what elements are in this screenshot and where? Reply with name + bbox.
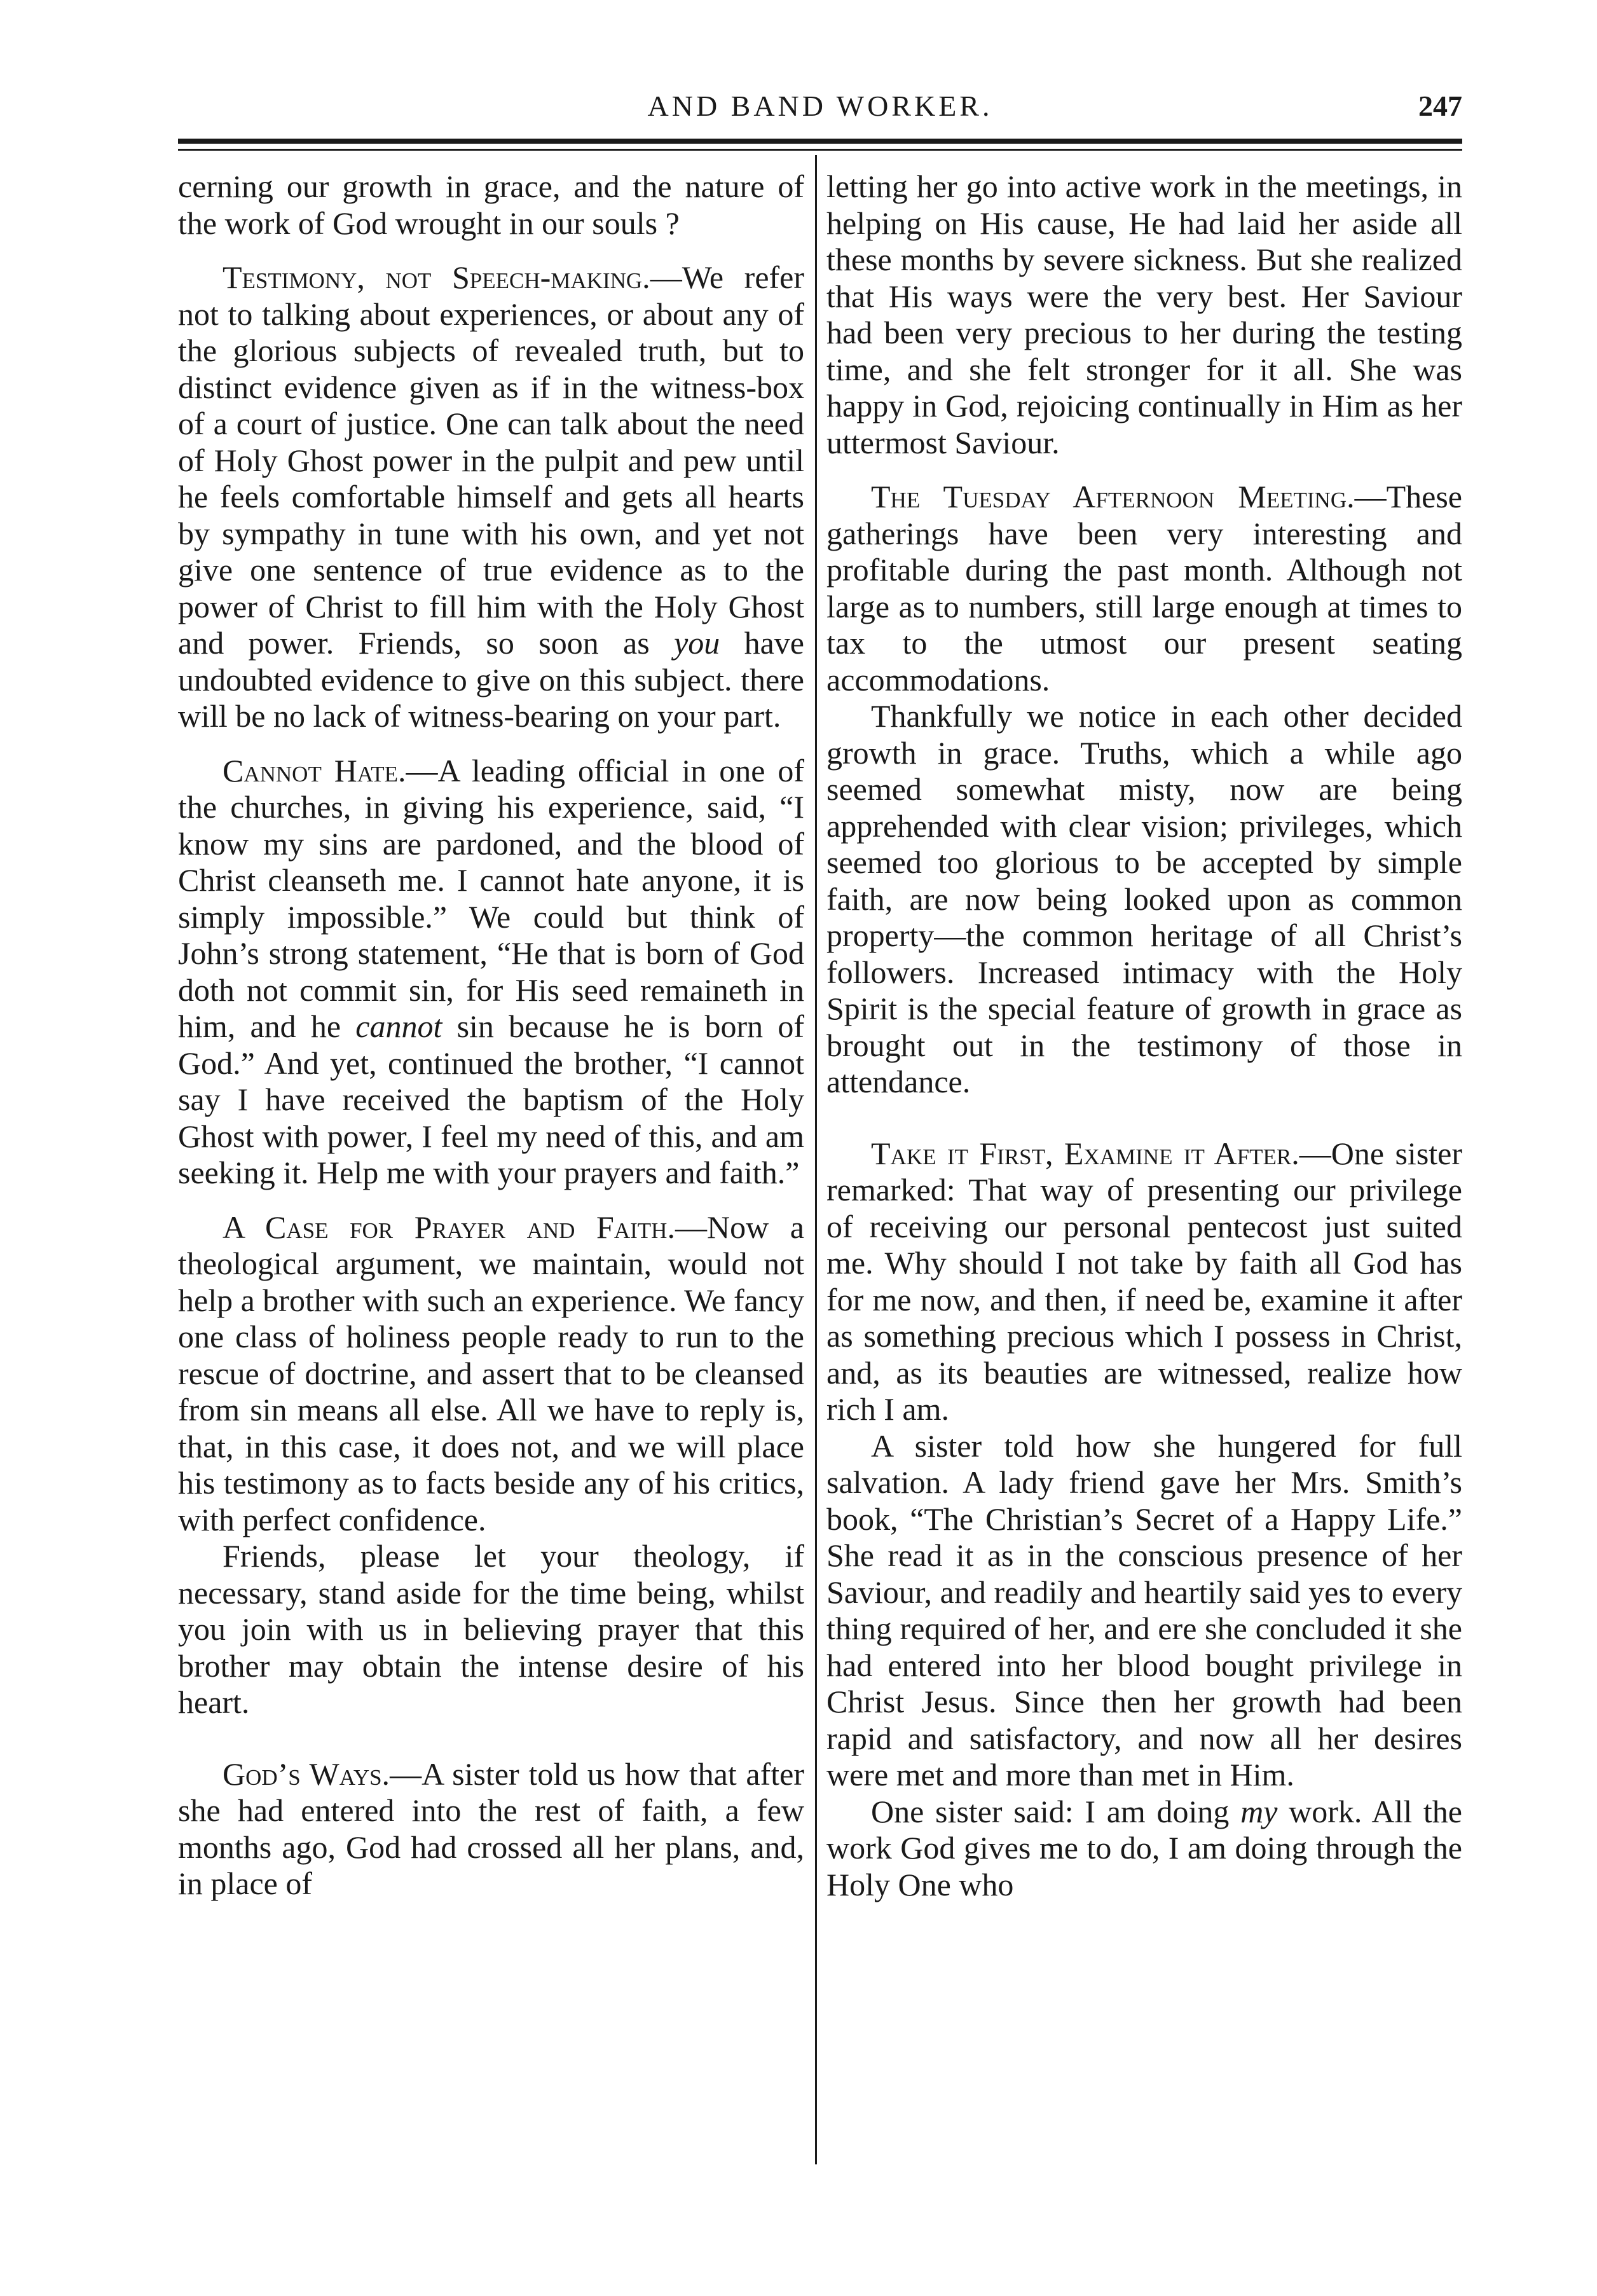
page-number: 247: [1418, 90, 1462, 122]
page-header: [178, 89, 1462, 134]
paragraph: Testimony, not Speech-making.—We refer not to talking about experiences, or about any of the glorious subjects of revealed truth, but to distinct evidence given as if in the witness-box of a court of justice. One can talk about the need of Holy Ghost power in the pulpit and pew until he feels comfortable himself and gets all hearts by sympathy in tune with his own, and yet not give one sentence of true evidence as to the power of Christ to fill him with the Holy Ghost and power. Friends, so soon as you have undoubted evidence to give on this subject. there will be no lack of witness-bearing on your part.: [178, 259, 805, 734]
left-column: [178, 168, 804, 1902]
paragraph: Thankfully we notice in each other decided growth in grace. Truths, which a while ago seemed somewhat misty, now are being apprehended with clear vision; privileges, which seemed too glorious to be accepted by simple faith, are now being looked upon as common property—the common heritage of all Christ’s followers. Increased intimacy with the Holy Spirit is the special feature of growth in grace as brought out in the testimony of those in attendance.: [826, 698, 1462, 1099]
paragraph: Take it First, Examine it After.—One sister remarked: That way of presenting our privilege of receiving our personal pentecost just suited me. Why should I not take by faith all God has for me now, and then, if need be, examine it after as something precious which I possess in Christ, and, as its beauties are witnessed, realize how rich I am.: [826, 1135, 1463, 1427]
paragraph: The Tuesday Afternoon Meeting.—These gatherings have been very interesting and profitable during the past month. Although not large as to numbers, still large enough at times to tax to the utmost our present seating accommodations.: [826, 479, 1462, 698]
section-heading: Take it First, Examine it After.: [871, 1135, 1299, 1171]
header-rule-thin: [178, 149, 1462, 151]
section-heading: Cannot Hate.: [223, 752, 406, 788]
paragraph: Friends, please let your theology, if necessary, stand aside for the time being, whilst you join with us in believing prayer that this brother may obtain the intense desire of his heart.: [178, 1538, 804, 1720]
paragraph: Cannot Hate.—A leading official in one of the churches, in giving his experience, said, “I know my sins are pardoned, and the blood of Christ cleanseth me. I cannot hate anyone, it is simply impossible.” We could but think of John’s strong statement, “He that is born of God doth not commit sin, for His seed remaineth in him, and he cannot sin because he is born of God.” And yet, continued the brother, “I cannot say I have received the baptism of the Holy Ghost with power, I feel my need of this, and am seeking it. Help me with your prayers and faith.”: [178, 752, 805, 1190]
paragraph: A Case for Prayer and Faith.—Now a theological argument, we maintain, would not help a brother with such an experience. We fancy one class of holiness people ready to run to the rescue of doctrine, and assert that to be cleansed from sin means all else. All we have to reply is, that, in this case, it does not, and we will place his testimony as to facts beside any of his critics, with perfect confidence.: [178, 1209, 805, 1537]
column-divider: [815, 155, 817, 2164]
section-heading: A Case for Prayer and Faith.: [223, 1209, 675, 1245]
paragraph: A sister told how she hungered for full salvation. A lady friend gave her Mrs. Smith’s book, “The Christian’s Secret of a Happy Life.” She read it as in the conscious presence of her Saviour, and readily and heartily said yes to every thing required of her, and ere she concluded it she had entered into her blood bought privilege in Christ Jesus. Since then her growth had been rapid and satisfactory, and now all her desires were met and more than met in Him.: [826, 1427, 1462, 1792]
section-heading: God’s Ways.: [223, 1756, 390, 1792]
paragraph: cerning our growth in grace, and the nature of the work of God wrought in our souls ?: [178, 168, 804, 241]
paragraph: letting her go into active work in the meetings, in helping on His cause, He had laid her aside all these months by severe sickness. But she realized that His ways were the very best. Her Saviour had been very precious to her during the testing time, and she felt stronger for it all. She was happy in God, rejoicing continually in Him as her uttermost Saviour.: [826, 168, 1462, 460]
section-heading: Testimony, not Speech-making.: [223, 259, 650, 295]
running-title: AND BAND WORKER.: [647, 90, 993, 122]
section-heading: The Tuesday Afternoon Meeting.: [871, 479, 1355, 514]
paragraph: God’s Ways.—A sister told us how that after she had entered into the rest of faith, a few months ago, God had crossed all her plans, and, in place of: [178, 1756, 804, 1901]
paragraph: One sister said: I am doing my work. All the work God gives me to do, I am doing through the Holy One who: [826, 1793, 1462, 1902]
right-column: [826, 168, 1462, 1903]
header-rule-thick: [178, 139, 1462, 144]
